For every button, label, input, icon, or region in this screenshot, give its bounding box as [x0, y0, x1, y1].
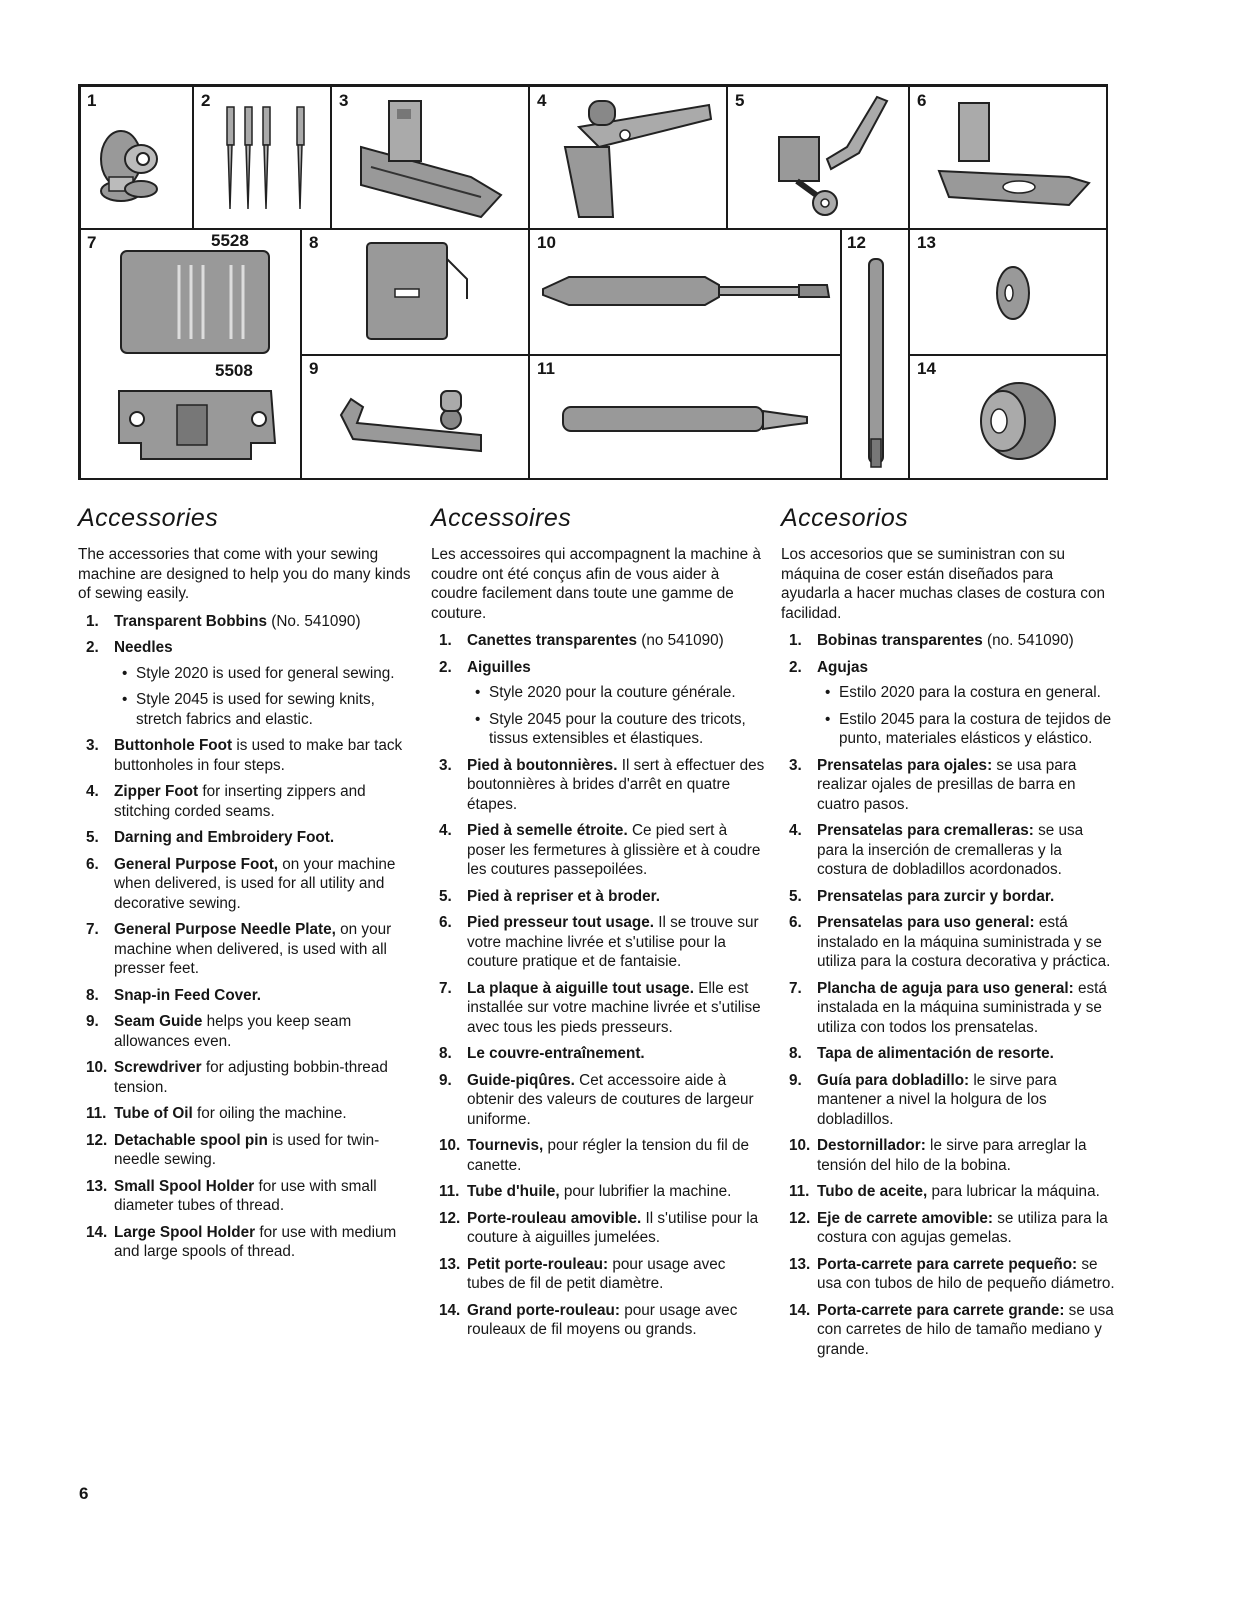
item-term: Tubo de aceite,	[817, 1183, 928, 1200]
item-number: 11.	[789, 1183, 810, 1200]
item-number: 6.	[789, 914, 802, 931]
needle-style-item: • Estilo 2020 para la costura en general.	[817, 683, 1115, 703]
item-term: General Purpose Needle Plate,	[114, 921, 336, 938]
list-item	[431, 1255, 765, 1294]
list-item	[781, 1255, 1115, 1294]
item-number: 7.	[86, 921, 99, 938]
zipper-foot-illustration	[529, 87, 725, 227]
item-description: está instalado en la máquina suministrada y se utiliza para la costura decorativa y práctica.	[817, 914, 1111, 970]
item-term: Eje de carrete amovible:	[817, 1209, 993, 1227]
item-number: 2.	[789, 658, 802, 676]
item-term: Screwdriver	[114, 1059, 202, 1076]
figure-label-14: 14	[917, 359, 936, 378]
item-term: Snap-in Feed Cover.	[114, 986, 262, 1004]
item-term: Seam Guide	[114, 1013, 203, 1030]
item-number: 4.	[789, 822, 802, 839]
item-term: Prensatelas para uso general:	[817, 914, 1035, 931]
list-item	[78, 855, 412, 914]
item-number: 13.	[439, 1255, 461, 1273]
list-item	[781, 1136, 1115, 1175]
item-number: 5.	[86, 829, 99, 846]
item-term: Zipper Foot	[114, 783, 199, 800]
item-description: le sirve para mantener a nivel la holgura de los dobladillos.	[817, 1071, 1057, 1128]
list-item	[431, 979, 765, 1038]
item-term: Destornillador:	[817, 1137, 926, 1154]
item-number: 9.	[439, 1071, 452, 1089]
column-french	[431, 504, 765, 1347]
item-description: Il s'utilise pour la couture à aiguilles jumelées.	[467, 1209, 759, 1246]
item-number: 5.	[789, 887, 802, 905]
item-description: helps you keep seam allowances even.	[114, 1013, 352, 1050]
item-number: 1.	[439, 632, 452, 649]
oil-tube-illustration	[529, 355, 839, 477]
list-item	[78, 612, 412, 632]
needle-style-list	[114, 664, 412, 730]
list-item	[78, 920, 412, 979]
item-number: 6.	[439, 914, 452, 931]
needle-style-list	[817, 683, 1115, 749]
item-description: (no 541090)	[637, 632, 724, 649]
item-term: Pied presseur tout usage.	[467, 914, 655, 931]
darning-foot-illustration	[727, 87, 907, 227]
list-item	[431, 631, 765, 651]
item-number: 14.	[789, 1301, 811, 1319]
item-term: Porte-rouleau amovible.	[467, 1209, 642, 1227]
figure-cell-5	[726, 86, 910, 230]
item-term: Aiguilles	[467, 658, 531, 676]
figure-cell-11	[528, 354, 842, 480]
item-number: 1.	[86, 612, 99, 630]
item-description: está instalada en la máquina suministrada y se utiliza con todos los prensatelas.	[817, 979, 1107, 1036]
list-item	[781, 756, 1115, 815]
item-description: is used for twin-needle sewing.	[114, 1131, 380, 1168]
list-item	[78, 1177, 412, 1216]
item-term: Pied à repriser et à broder.	[467, 887, 660, 905]
list-item	[78, 1131, 412, 1170]
list-item	[78, 638, 412, 729]
item-number: 10.	[789, 1137, 811, 1154]
large-spool-holder-illustration	[909, 355, 1105, 477]
figure-cell-13	[908, 228, 1108, 356]
figure-label-2: 2	[201, 91, 211, 110]
figure-label-13: 13	[917, 233, 936, 252]
figure-label-5: 5	[735, 91, 745, 110]
item-number: 3.	[789, 756, 802, 774]
item-number: 14.	[439, 1301, 461, 1319]
list-item	[431, 1209, 765, 1248]
item-number: 9.	[86, 1013, 99, 1030]
list-item	[431, 887, 765, 907]
item-term: Tapa de alimentación de resorte.	[817, 1045, 1054, 1062]
item-term: Porta-carrete para carrete pequeño:	[817, 1255, 1078, 1273]
item-number: 4.	[439, 822, 452, 839]
figure-label-6: 6	[917, 91, 927, 110]
item-term: Small Spool Holder	[114, 1177, 255, 1195]
list-item	[781, 1071, 1115, 1130]
list-item	[781, 913, 1115, 972]
figure-cell-6	[908, 86, 1108, 230]
column-english	[78, 504, 412, 1269]
spool-pin-illustration	[841, 229, 907, 477]
figure-label-4: 4	[537, 91, 547, 110]
bobbin-illustration	[81, 87, 191, 227]
item-term: Plancha de aguja para uso general:	[817, 979, 1074, 997]
figure-label-5508: 5508	[215, 361, 253, 380]
item-description: Cet accessoire aide à obtenir des valeurs de coutures de largeur uniforme.	[467, 1071, 754, 1128]
item-description: se utiliza para la costura con agujas gemelas.	[817, 1209, 1108, 1246]
item-description: on your machine when delivered, is used with all presser feet.	[114, 921, 392, 977]
list-item	[781, 1182, 1115, 1202]
item-term: Canettes transparentes	[467, 632, 638, 649]
buttonhole-foot-illustration	[331, 87, 527, 227]
item-description: para lubricar la máquina.	[927, 1183, 1100, 1200]
list-item	[781, 887, 1115, 907]
figure-cell-14	[908, 354, 1108, 480]
list-item	[431, 1136, 765, 1175]
figure-label-11: 11	[537, 359, 555, 378]
item-term: Guide-piqûres.	[467, 1071, 575, 1089]
needle-plate-illustration	[81, 229, 299, 477]
item-description: pour usage avec tubes de fil de petit diamètre.	[467, 1255, 726, 1292]
item-number: 1.	[789, 632, 802, 649]
figure-cell-4	[528, 86, 728, 230]
item-number: 14.	[86, 1223, 108, 1241]
item-number: 3.	[439, 756, 452, 774]
list-item	[78, 986, 412, 1006]
item-number: 4.	[86, 783, 99, 800]
item-number: 10.	[439, 1137, 461, 1154]
intro-french: Les accessoires qui accompagnent la machine à coudre ont été conçus afin de vous aider à coudre facilement dans toute une gamme de couture.	[431, 546, 761, 622]
seam-guide-illustration	[301, 355, 527, 477]
figure-cell-3	[330, 86, 530, 230]
intro-english: The accessories that come with your sewing machine are designed to help you do many kinds of sewing easily.	[78, 546, 411, 602]
needle-style-item: • Style 2045 is used for sewing knits, stretch fabrics and elastic.	[114, 690, 412, 729]
item-number: 13.	[86, 1177, 108, 1195]
list-item	[78, 782, 412, 821]
figure-cell-2	[192, 86, 332, 230]
item-term: Le couvre-entraînement.	[467, 1045, 645, 1062]
list-item	[78, 1223, 412, 1262]
item-description: se usa para la inserción de cremalleras y la costura de dobladillos acordonados.	[817, 822, 1084, 878]
needle-style-item: • Style 2045 pour la couture des tricots, tissus extensibles et élastiques.	[467, 710, 765, 749]
intro-spanish: Los accesorios que se suministran con su máquina de coser están diseñados para ayudarla a hacer muchas clases de costura con facilidad.	[781, 546, 1105, 622]
small-spool-holder-illustration	[909, 229, 1105, 353]
item-number: 10.	[86, 1059, 108, 1076]
item-term: Buttonhole Foot	[114, 737, 233, 754]
item-term: General Purpose Foot,	[114, 855, 279, 873]
item-term: La plaque à aiguille tout usage.	[467, 979, 694, 997]
figure-cell-8	[300, 228, 530, 356]
item-number: 9.	[789, 1071, 802, 1089]
item-number: 8.	[439, 1045, 452, 1062]
figure-cell-10	[528, 228, 842, 356]
figure-label-3: 3	[339, 91, 349, 110]
item-term: Tournevis,	[467, 1137, 544, 1154]
list-item	[431, 913, 765, 972]
item-number: 12.	[439, 1209, 461, 1227]
item-term: Petit porte-rouleau:	[467, 1255, 609, 1273]
accessories-figure	[78, 84, 1108, 480]
item-number: 2.	[86, 639, 99, 656]
needles-illustration	[193, 87, 329, 227]
item-description: pour usage avec rouleaux de fil moyens ou grands.	[467, 1301, 738, 1338]
item-term: Guía para dobladillo:	[817, 1071, 970, 1089]
page-number: 6	[79, 1484, 89, 1503]
item-number: 12.	[86, 1131, 108, 1149]
column-spanish	[781, 504, 1115, 1366]
item-term: Bobinas transparentes	[817, 632, 983, 649]
figure-label-7: 7	[87, 233, 97, 252]
list-item	[781, 1301, 1115, 1360]
item-number: 2.	[439, 658, 452, 676]
figure-label-1: 1	[87, 91, 97, 110]
item-term: Prensatelas para zurcir y bordar.	[817, 887, 1055, 905]
item-number: 6.	[86, 855, 99, 873]
needle-style-item: • Style 2020 is used for general sewing.	[114, 664, 412, 684]
item-term: Grand porte-rouleau:	[467, 1301, 620, 1319]
list-item	[78, 1012, 412, 1051]
figure-label-9: 9	[309, 359, 319, 378]
figure-label-8: 8	[309, 233, 319, 252]
item-description: Il se trouve sur votre machine livrée et s'utilise pour la couture pratique et de fantaisie.	[467, 914, 759, 970]
section-title-spanish: Accesorios	[781, 504, 909, 532]
item-description: for oiling the machine.	[192, 1105, 347, 1122]
section-title-french: Accessoires	[431, 504, 572, 532]
item-description: pour lubrifier la machine.	[559, 1183, 732, 1200]
item-description: (no. 541090)	[982, 632, 1074, 649]
item-number: 8.	[789, 1045, 802, 1062]
list-item	[431, 658, 765, 749]
list-item	[431, 1044, 765, 1064]
figure-label-5528: 5528	[211, 231, 249, 250]
list-item	[78, 828, 412, 848]
figure-cell-1	[80, 86, 194, 230]
item-number: 3.	[86, 737, 99, 754]
item-term: Tube of Oil	[114, 1105, 193, 1122]
item-number: 8.	[86, 986, 99, 1004]
list-item	[78, 736, 412, 775]
item-description: pour régler la tension du fil de canette.	[467, 1137, 750, 1174]
item-description: for adjusting bobbin-thread tension.	[114, 1059, 388, 1096]
item-number: 7.	[789, 979, 802, 997]
list-item	[781, 821, 1115, 880]
item-description: for use with small diameter tubes of thread.	[114, 1177, 377, 1214]
item-term: Agujas	[817, 658, 868, 676]
needle-style-item: • Estilo 2045 para la costura de tejidos de punto, materiales elásticos y elástico.	[817, 710, 1115, 749]
list-item	[431, 1182, 765, 1202]
figure-cell-12	[840, 228, 910, 480]
needle-style-item: • Style 2020 pour la couture générale.	[467, 683, 765, 703]
item-number: 12.	[789, 1209, 811, 1227]
item-description: se usa para realizar ojales de presillas de barra en cuatro pasos.	[817, 756, 1077, 813]
item-description: for inserting zippers and stitching corded seams.	[114, 783, 366, 820]
item-number: 5.	[439, 887, 452, 905]
list-item	[431, 1301, 765, 1340]
accessory-list-french	[431, 631, 765, 1340]
list-item	[781, 1209, 1115, 1248]
list-item	[781, 1044, 1115, 1064]
item-number: 11.	[439, 1183, 460, 1200]
figure-cell-9	[300, 354, 530, 480]
list-item	[781, 658, 1115, 749]
item-description: se usa con carretes de hilo de tamaño mediano y grande.	[817, 1301, 1114, 1358]
item-term: Tube d'huile,	[467, 1183, 560, 1200]
item-term: Prensatelas para cremalleras:	[817, 822, 1034, 839]
list-item	[78, 1058, 412, 1097]
figure-label-12: 12	[847, 233, 866, 252]
item-description: (No. 541090)	[267, 612, 361, 630]
item-description: is used to make bar tack buttonholes in four steps.	[114, 737, 403, 774]
item-term: Large Spool Holder	[114, 1223, 256, 1241]
item-number: 7.	[439, 979, 452, 997]
list-item	[781, 631, 1115, 651]
item-term: Pied à boutonnières.	[467, 756, 618, 774]
feed-cover-illustration	[301, 229, 527, 353]
list-item	[431, 756, 765, 815]
accessory-list-spanish	[781, 631, 1115, 1359]
item-description: Il sert à effectuer des boutonnières à brides d'arrêt en quatre étapes.	[467, 756, 765, 813]
list-item	[781, 979, 1115, 1038]
section-title-english: Accessories	[78, 504, 219, 532]
figure-cell-7	[80, 228, 302, 480]
list-item	[78, 1104, 412, 1124]
needle-style-list	[467, 683, 765, 749]
item-term: Pied à semelle étroite.	[467, 822, 628, 839]
item-term: Transparent Bobbins	[114, 612, 267, 630]
item-term: Darning and Embroidery Foot.	[114, 829, 335, 846]
item-term: Prensatelas para ojales:	[817, 756, 993, 774]
item-term: Detachable spool pin	[114, 1131, 268, 1149]
item-term: Needles	[114, 639, 173, 656]
item-term: Porta-carrete para carrete grande:	[817, 1301, 1065, 1319]
item-number: 13.	[789, 1255, 811, 1273]
item-description: Elle est installée sur votre machine livrée et s'utilise avec tous les pieds presseurs.	[467, 979, 761, 1036]
item-description: se usa con tubos de hilo de pequeño diámetro.	[817, 1255, 1115, 1292]
item-description: on your machine when delivered, is used for all utility and decorative sewing.	[114, 855, 396, 912]
item-description: Ce pied sert à poser les fermetures à glissière et à coudre les coutures passepoilées.	[467, 822, 761, 878]
list-item	[431, 1071, 765, 1130]
item-description: le sirve para arreglar la tensión del hilo de la bobina.	[817, 1137, 1087, 1174]
figure-label-10: 10	[537, 233, 556, 252]
screwdriver-illustration	[529, 229, 839, 353]
list-item	[431, 821, 765, 880]
item-number: 11.	[86, 1105, 107, 1122]
item-description: for use with medium and large spools of thread.	[114, 1223, 397, 1260]
accessory-list-english	[78, 612, 412, 1262]
general-purpose-foot-illustration	[909, 87, 1105, 227]
